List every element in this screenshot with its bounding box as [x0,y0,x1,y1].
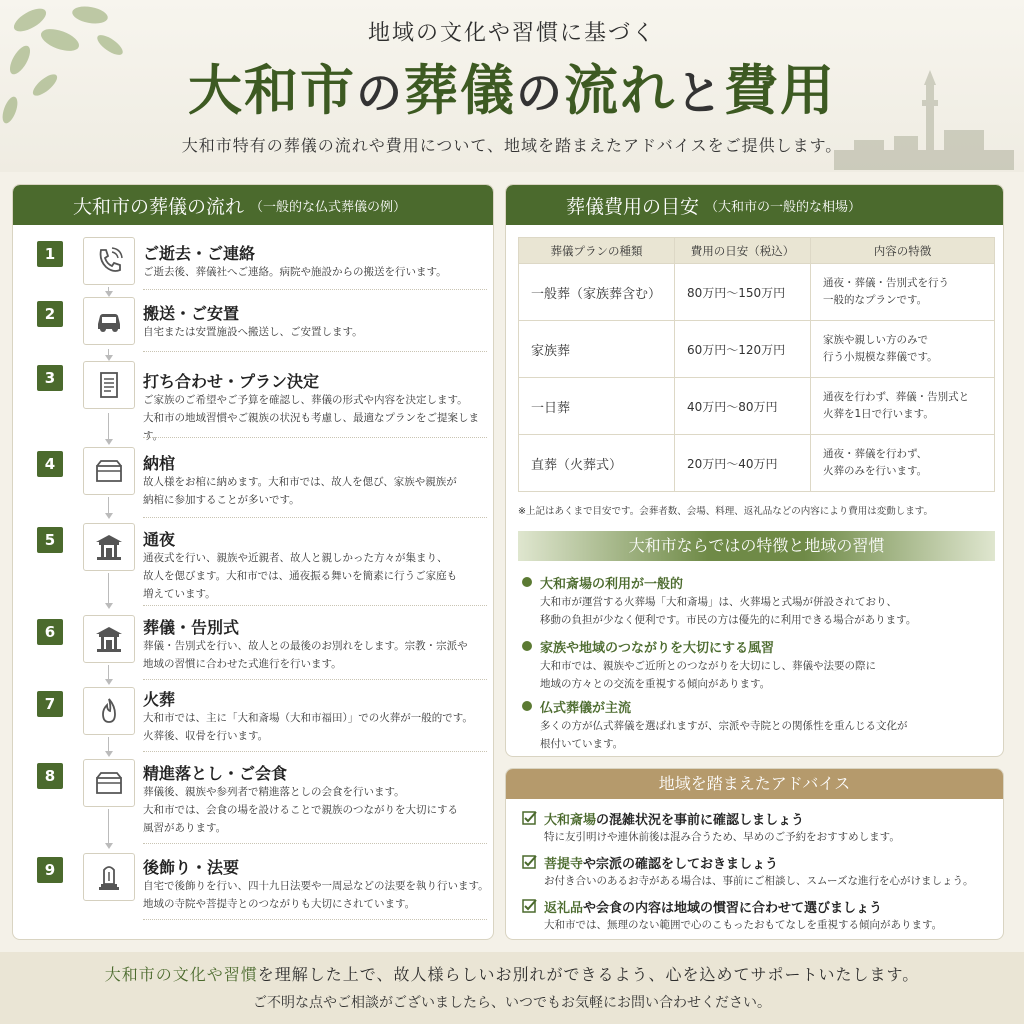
step-title: 通夜 [143,530,176,549]
table-row [519,321,995,378]
column-header: 葬儀プランの種類 [519,238,675,264]
cost-heading: 葬儀費用の目安 [566,195,700,218]
footer-highlight: 大和市の文化や習慣 [104,965,258,984]
table-row [519,378,995,435]
feature-cell: 家族や親しい方のみで 行う小規模な葬儀です。 [811,321,995,378]
step-title: 搬送・ご安置 [143,304,240,323]
header-subtitle: 地域の文化や習慣に基づく [367,21,656,46]
step-number: 8 [37,763,63,789]
title-part: の [516,66,564,120]
flow-panel-header [13,185,493,225]
flow-panel [12,184,494,940]
step-description: ご家族のご希望やご予算を確認し、葬儀の形式や内容を決定します。 大和市の地域習慣やご親族の状況も考慮し、最適なプランをご提案します。 [143,394,479,442]
step-title: 火葬 [143,690,176,709]
price-cell: 80万円〜150万円 [675,264,811,321]
bullet-dot-icon [522,577,532,587]
advice-title-rest: や宗派の確認をしておきましょう [583,857,779,872]
car-icon [83,297,135,345]
price-cell: 40万円〜80万円 [675,378,811,435]
advice-highlight: 返礼品 [544,901,584,916]
feature-description: 多くの方が仏式葬儀を選ばれますが、宗派や寺院との関係性を重んじる文化が 根付いています。 [540,720,908,750]
plan-cell: 直葬（火葬式） [519,435,675,492]
step-description: 葬儀・告別式を行い、故人との最後のお別れをします。宗教・宗派や 地域の習慣に合わせた式進行を行います。 [143,640,468,670]
cost-note: ※上記はあくまで目安です。会葬者数、会場、料理、返礼品などの内容により費用は変動します。 [518,506,933,517]
feature-description: 大和市が運営する火葬場「大和斎場」は、火葬場と式場が併設されており、 移動の負担が少なく便利です。市民の方は優先的に利用できる場合があります。 [540,596,917,626]
title-part: 葬儀 [404,58,516,122]
step-description: 大和市では、主に「大和斎場（大和市福田）」での火葬が一般的です。 火葬後、収骨を行います。 [143,712,473,742]
flow-heading-note: （一般的な仏式葬儀の例） [250,199,407,215]
temple-icon [83,615,135,663]
step-number: 1 [37,241,63,267]
header [0,0,1024,172]
step-arrow [108,665,109,683]
step-arrow [108,287,109,295]
divider [143,919,487,920]
footer [0,952,1024,1024]
feature-description: 大和市では、親族やご近所とのつながりを大切にし、葬儀や法要の際に 地域の方々との交流を重視する傾向があります。 [540,660,876,690]
feature-title: 仏式葬儀が主流 [540,701,632,716]
step-title: 打ち合わせ・プラン決定 [143,372,320,391]
plan-cell: 一日葬 [519,378,675,435]
step-title: 後飾り・法要 [143,858,240,877]
advice-description: 特に友引明けや連休前後は混み合うため、早めのご予約をおすすめします。 [544,831,900,843]
price-cell: 20万円〜40万円 [675,435,811,492]
divider [143,289,487,290]
step-number: 3 [37,365,63,391]
column-header: 費用の日安（税込） [675,238,811,264]
advice-title [544,897,882,916]
advice-description: お付き合いのあるお寺がある場合は、事前にご相談し、スムーズな進行を心がけましょう。 [544,875,974,887]
step-title: 葬儀・告別式 [143,618,240,637]
price-cell: 60万円〜120万円 [675,321,811,378]
cost-heading-note: （大和市の一般的な相場） [705,199,862,215]
step-arrow [108,809,109,847]
step-number: 2 [37,301,63,327]
flow-heading: 大和市の葬儀の流れ [73,195,245,218]
title-part: 大和市 [188,58,356,122]
advice-title-rest: の混雑状況を事前に確認しましょう [596,813,805,828]
bullet-dot-icon [522,701,532,711]
cost-panel-header [506,185,1003,225]
advice-highlight: 大和斎場 [544,813,597,828]
table-header-row [519,238,995,264]
checkbox-check-icon [522,810,538,826]
feature-title: 家族や地域のつながりを大切にする風習 [540,641,775,656]
step-description: ご逝去後、葬儀社へご連絡。病院や施設からの搬送を行います。 [143,266,447,278]
divider [143,437,487,438]
step-number: 7 [37,691,63,717]
table-row [519,264,995,321]
divider [143,751,487,752]
memorial-tablet-icon [83,853,135,901]
footer-contact: ご不明な点やご相談がございましたら、いつでもお気軽にお問い合わせください。 [253,995,771,1011]
title-part: の [356,66,404,120]
box-icon [83,759,135,807]
cost-table [518,237,995,492]
footer-message [0,962,1024,985]
title-part: 費用 [724,58,836,122]
page-title [0,48,1024,125]
advice-heading: 地域を踏まえたアドバイス [506,769,1003,799]
step-arrow [108,573,109,607]
coffin-icon [83,447,135,495]
advice-title-rest: や会食の内容は地域の慣習に合わせて選びましょう [583,901,883,916]
table-row [519,435,995,492]
step-number: 6 [37,619,63,645]
footer-text: を理解した上で、故人様らしいお別れができるよう、心を込めてサポートいたします。 [257,965,920,984]
advice-panel [505,768,1004,940]
plan-cell: 家族葬 [519,321,675,378]
step-description: 故人様をお棺に納めます。大和市では、故人を偲び、家族や親族が 納棺に参加することが多いです。 [143,476,457,506]
checkbox-check-icon [522,854,538,870]
step-arrow [108,413,109,443]
lead-text: 大和市特有の葬儀の流れや費用について、地域を踏まえたアドバイスをご提供します。 [181,136,843,155]
feature-cell: 通夜・葬儀を行わず、 火葬のみを行います。 [811,435,995,492]
column-header: 内容の特徴 [811,238,995,264]
divider [143,679,487,680]
advice-title [544,853,778,872]
step-number: 4 [37,451,63,477]
step-number: 5 [37,527,63,553]
title-part: と [676,66,724,120]
title-part: 流れ [564,58,676,122]
document-icon [83,361,135,409]
features-heading: 大和市ならではの特徴と地域の習慣 [518,531,995,561]
phone-icon [83,237,135,285]
step-number: 9 [37,857,63,883]
advice-title [544,809,804,828]
cost-panel [505,184,1004,757]
feature-cell: 通夜・葬儀・告別式を行う 一般的なプランです。 [811,264,995,321]
feature-cell: 通夜を行わず、葬儀・告別式と 火葬を1日で行います。 [811,378,995,435]
divider [143,351,487,352]
divider [143,517,487,518]
advice-highlight: 菩提寺 [544,857,584,872]
step-title: ご逝去・ご連絡 [143,244,256,263]
temple-icon [83,523,135,571]
step-description: 自宅または安置施設へ搬送し、ご安置します。 [143,326,363,338]
step-title: 精進落とし・ご会食 [143,764,288,783]
step-arrow [108,497,109,517]
step-arrow [108,349,109,359]
feature-title: 大和斎場の利用が一般的 [540,577,684,592]
divider [143,605,487,606]
step-description: 葬儀後、親族や参列者で精進落としの会食を行います。 大和市では、会食の場を設けることで親族のつながりを大切にする 風習があります。 [143,786,458,834]
divider [143,843,487,844]
flame-icon [83,687,135,735]
bullet-dot-icon [522,641,532,651]
checkbox-check-icon [522,898,538,914]
step-description: 自宅で後飾りを行い、四十九日法要や一周忌などの法要を執り行います。 地域の寺院や菩提寺とのつながりも大切にされています。 [143,880,489,910]
step-arrow [108,737,109,755]
plan-cell: 一般葬（家族葬含む） [519,264,675,321]
advice-description: 大和市では、無理のない範囲で心のこもったおもてなしを重視する傾向があります。 [544,919,943,931]
step-title: 納棺 [143,454,176,473]
step-description: 通夜式を行い、親族や近親者、故人と親しかった方々が集まり、 故人を偲びます。大和市では、通夜振る舞いを簡素に行うご家庭も 増えています。 [143,552,458,600]
